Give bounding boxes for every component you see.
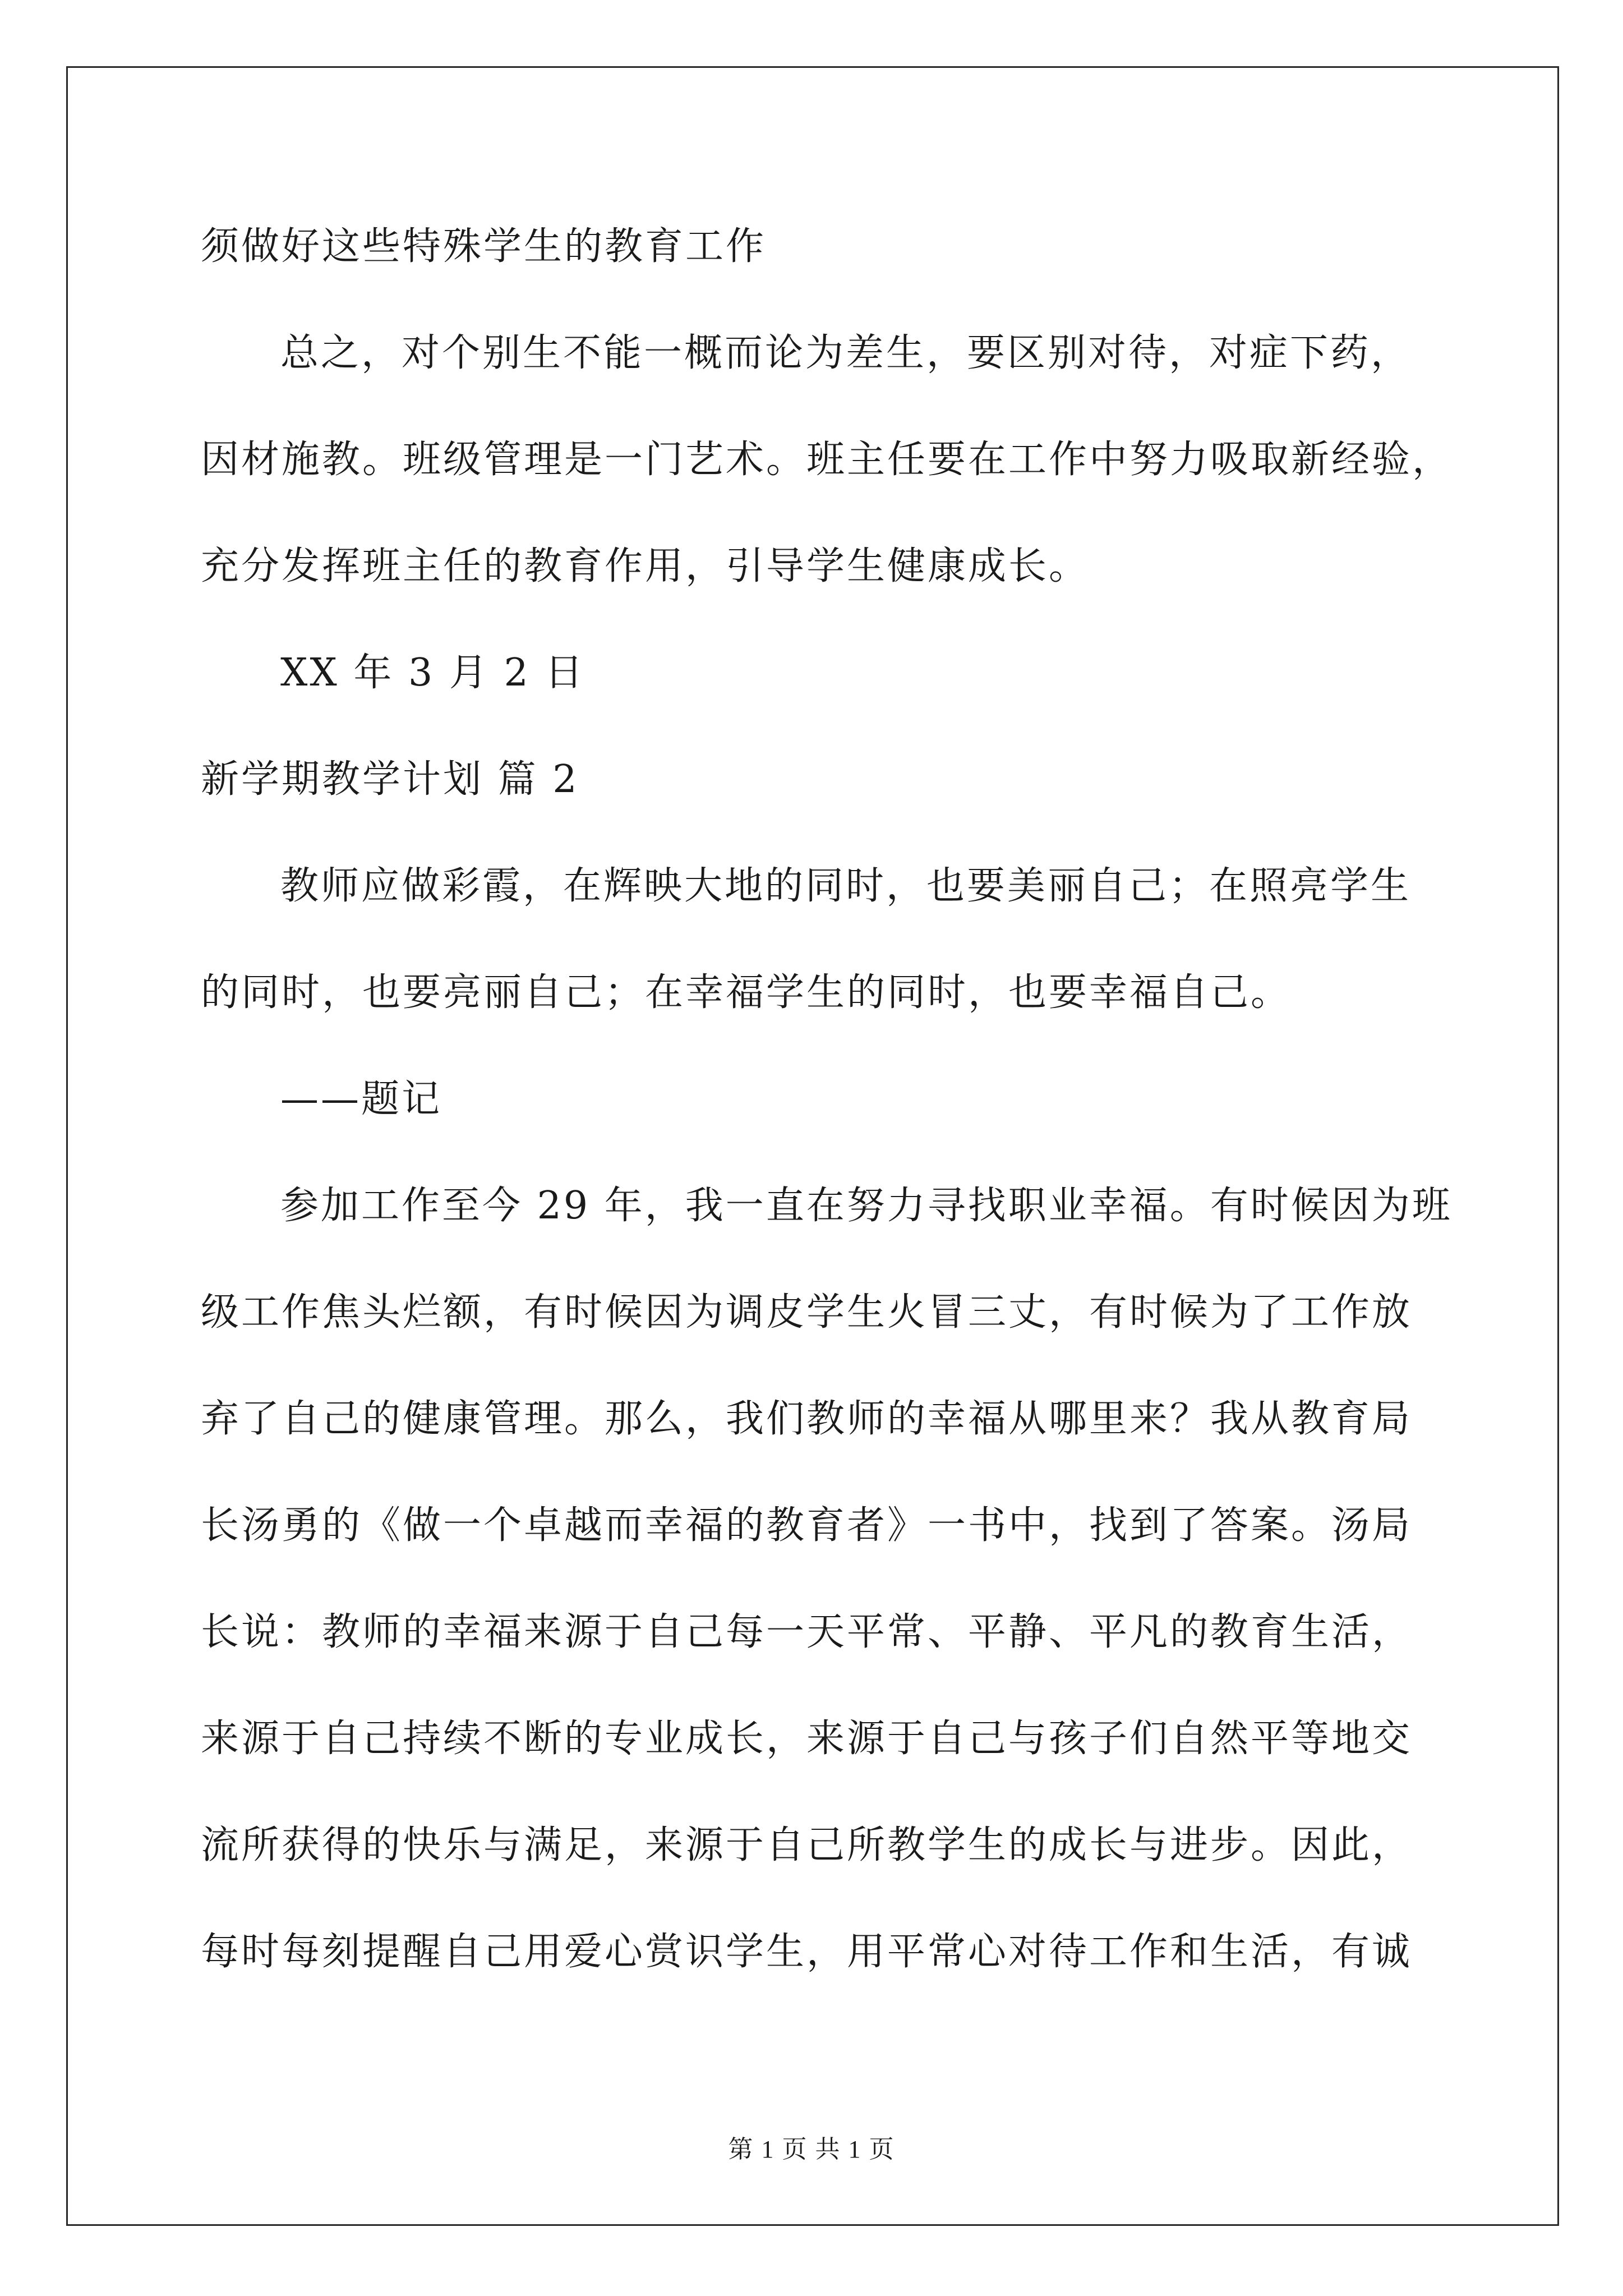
text-line: 来源于自己持续不断的专业成长，来源于自己与孩子们自然平等地交 <box>201 1717 1413 1761</box>
text-line: 长说：教师的幸福来源于自己每一天平常、平静、平凡的教育生活， <box>201 1610 1413 1654</box>
text-line: 须做好这些特殊学生的教育工作 <box>201 224 767 269</box>
text-line: 弃了自己的健康管理。那么，我们教师的幸福从哪里来？我从教育局 <box>201 1397 1413 1441</box>
page-border <box>66 66 1559 2226</box>
section-heading: 新学期教学计划 篇 2 <box>201 757 579 802</box>
text-line: 教师应做彩霞，在辉映大地的同时，也要美丽自己；在照亮学生 <box>280 864 1412 908</box>
text-line: 流所获得的快乐与满足，来源于自己所教学生的成长与进步。因此， <box>201 1823 1413 1867</box>
text-line: 因材施教。班级管理是一门艺术。班主任要在工作中努力吸取新经验， <box>201 438 1453 482</box>
epigraph-attribution: ——题记 <box>280 1077 442 1121</box>
text-line: 长汤勇的《做一个卓越而幸福的教育者》一书中，找到了答案。汤局 <box>201 1503 1413 1548</box>
text-line: 参加工作至今 29 年，我一直在努力寻找职业幸福。有时候因为班 <box>280 1184 1453 1228</box>
text-line: 的同时，也要亮丽自己；在幸福学生的同时，也要幸福自己。 <box>201 970 1292 1015</box>
text-line: 总之，对个别生不能一概而论为差生，要区别对待，对症下药， <box>280 331 1412 375</box>
date-line: XX 年 3 月 2 日 <box>280 651 585 695</box>
text-line: 每时每刻提醒自己用爱心赏识学生，用平常心对待工作和生活，有诚 <box>201 1930 1413 1974</box>
text-line: 级工作焦头烂额，有时候因为调皮学生火冒三丈，有时候为了工作放 <box>201 1290 1413 1335</box>
page-number-footer: 第 1 页 共 1 页 <box>728 2136 895 2163</box>
text-line: 充分发挥班主任的教育作用，引导学生健康成长。 <box>201 544 1090 588</box>
